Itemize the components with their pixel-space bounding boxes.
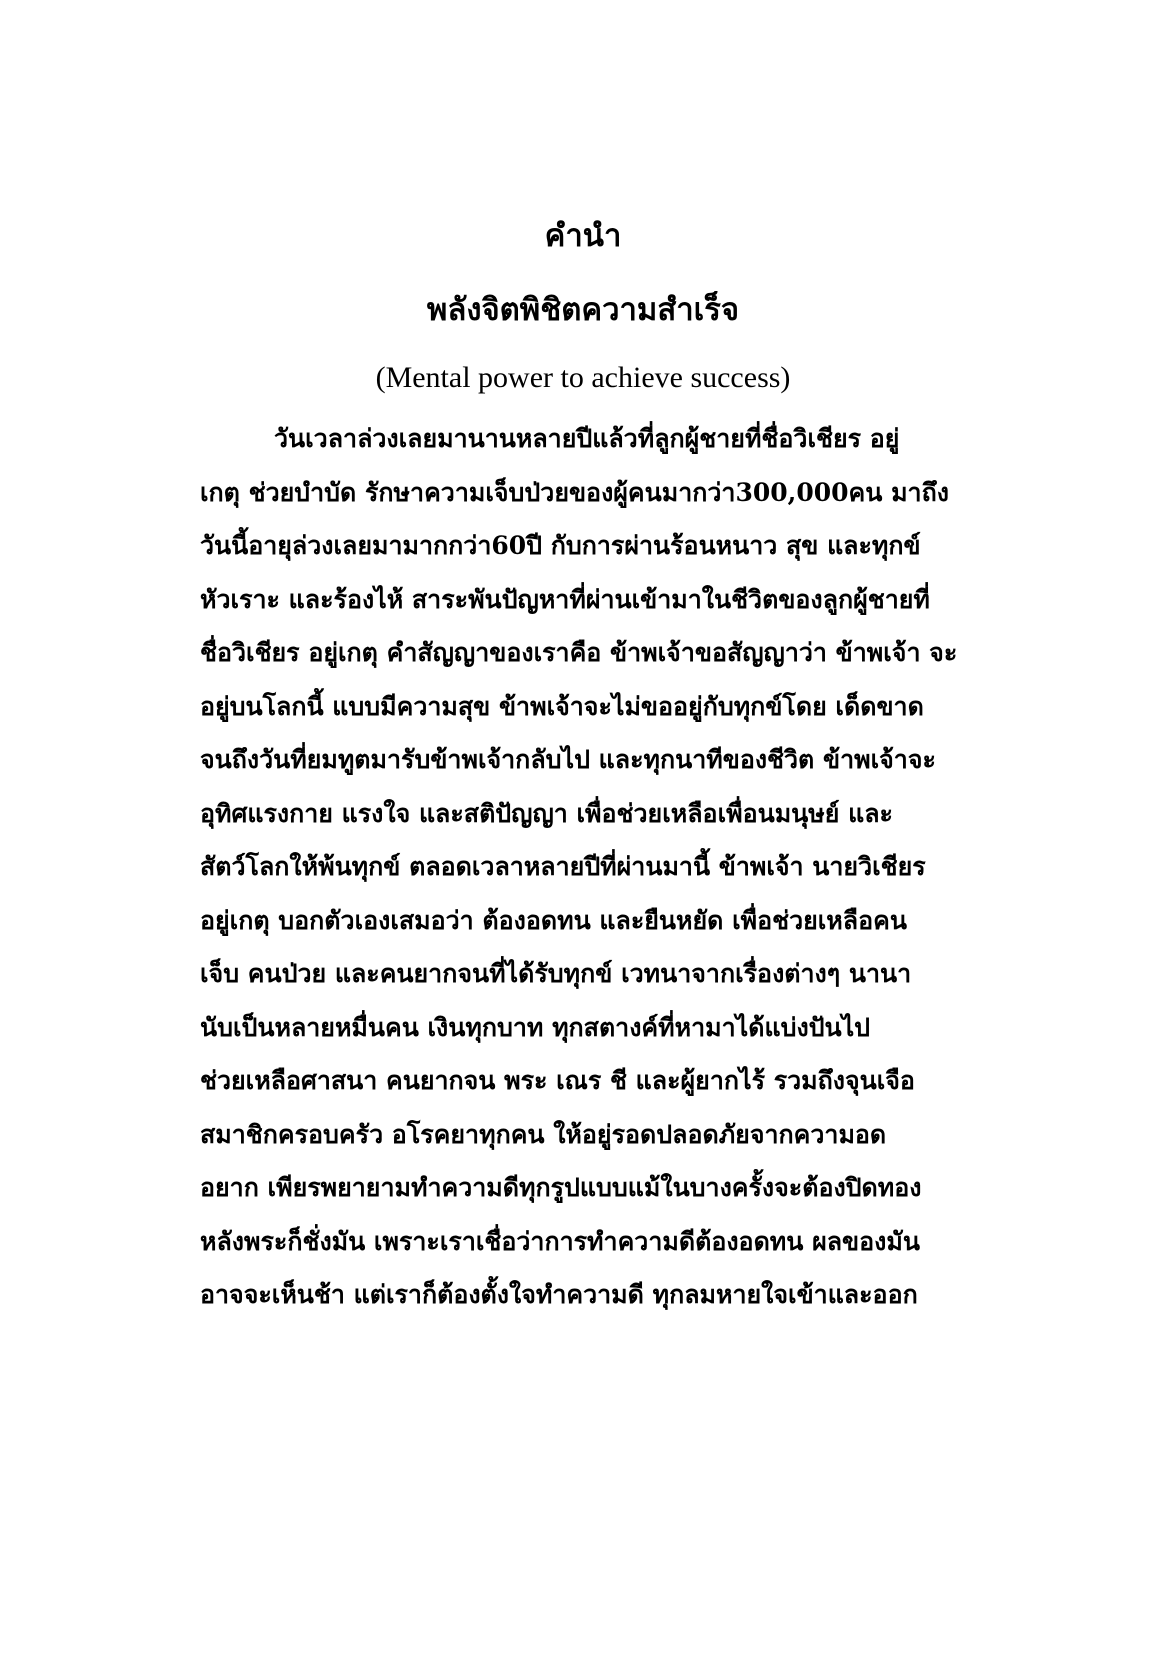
body-line: อยู่เกตุ บอกตัวเองเสมอว่า ต้องอดทน และยืนหยัด เพื่อช่วยเหลือคน — [200, 905, 907, 935]
body-line: วันเวลาล่วงเลยมานานหลายปีแล้วที่ลูกผู้ชายที่ชื่อวิเชียร อยู่ — [274, 424, 900, 453]
body-line: อยาก เพียรพยายามทำความดีทุกรูปแบบแม้ในบางครั้งจะต้องปิดทอง — [200, 1173, 922, 1202]
body-line: อุทิศแรงกาย แรงใจ และสติปัญญา เพื่อช่วยเหลือเพื่อนมนุษย์ และ — [200, 798, 893, 828]
body-line: สมาชิกครอบครัว อโรคยาทุกคน ให้อยู่รอดปลอดภัยจากความอด — [200, 1119, 887, 1149]
body-line: ช่วยเหลือศาสนา คนยากจน พระ เณร ชี และผู้ยากไร้ รวมถึงจุนเจือ — [200, 1066, 915, 1095]
body-line: อยู่บนโลกนี้ แบบมีความสุข ข้าพเจ้าจะไม่ขออยู่กับทุกข์โดย เด็ดขาด — [200, 691, 924, 721]
body-line: อาจจะเห็นช้า แต่เราก็ต้องตั้งใจทำความดี ทุกลมหายใจเข้าและออก — [200, 1280, 918, 1309]
preface-body — [200, 412, 970, 1322]
body-line: หลังพระก็ชั่งมัน เพราะเราเชื่อว่าการทำความดีต้องอดทน ผลของมัน — [200, 1226, 920, 1256]
english-subtitle: (Mental power to achieve success) — [375, 361, 791, 394]
book-title: พลังจิตพิชิตความสำเร็จ — [426, 292, 740, 328]
body-line: เกตุ ช่วยบำบัด รักษาความเจ็บป่วยของผู้คนมากว่า300,000คน มาถึง — [200, 477, 949, 507]
body-line: เจ็บ คนป่วย และคนยากจนที่ได้รับทุกข์ เวทนาจากเรื่องต่างๆ นานา — [200, 959, 912, 988]
body-line: ชื่อวิเชียร อยู่เกตุ คำสัญญาของเราคือ ข้าพเจ้าขอสัญญาว่า ข้าพเจ้า จะ — [200, 638, 958, 667]
body-line: วันนี้อายุล่วงเลยมามากกว่า60ปี กับการผ่านร้อนหนาว สุข และทุกข์ — [200, 531, 921, 560]
body-line: สัตว์โลกให้พ้นทุกข์ ตลอดเวลาหลายปีที่ผ่านมานี้ ข้าพเจ้า นายวิเชียร — [200, 852, 926, 881]
preface-heading: คำนำ — [544, 218, 622, 254]
body-line: หัวเราะ และร้องไห้ สาระพันปัญหาที่ผ่านเข้ามาในชีวิตของลูกผู้ชายที่ — [200, 584, 930, 614]
body-line: นับเป็นหลายหมื่นคน เงินทุกบาท ทุกสตางค์ที่หามาได้แบ่งปันไป — [200, 1012, 871, 1042]
body-line: จนถึงวันที่ยมทูตมารับข้าพเจ้ากลับไป และทุกนาทีของชีวิต ข้าพเจ้าจะ — [200, 745, 936, 774]
